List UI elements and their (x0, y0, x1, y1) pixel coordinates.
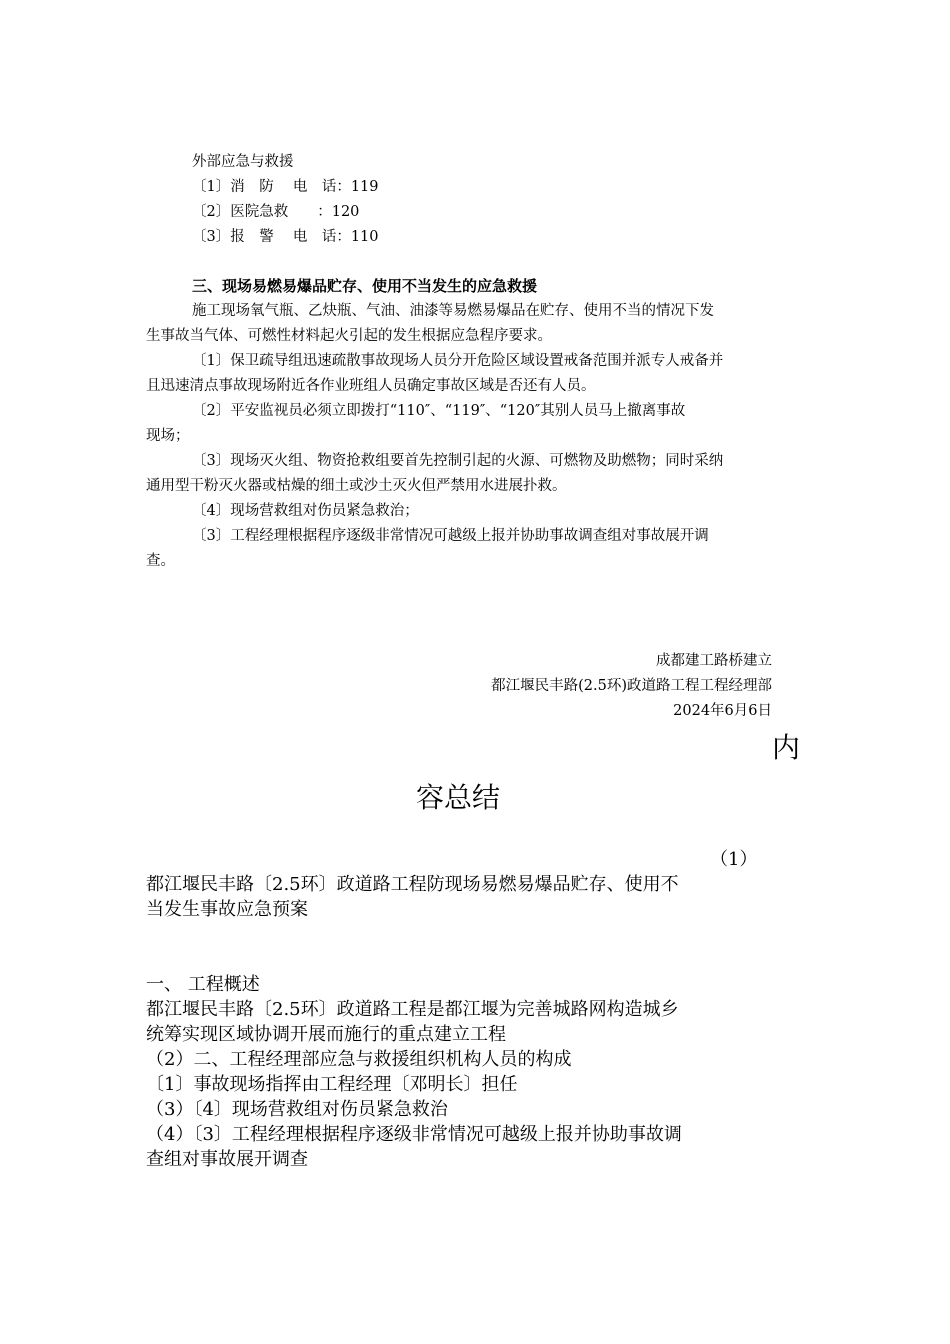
section3-intro-line1: 施工现场氧气瓶、乙炔瓶、气油、油漆等易燃易爆品在贮存、使用不当的情况下发 (192, 303, 714, 319)
summary-overview-heading: 一、 工程概述 (146, 974, 260, 995)
signature-date: 2024年6月6日 (673, 703, 772, 719)
external-item-fire: 〔1〕消 防 电 话：119 (192, 179, 379, 195)
section3-p5-line1: 〔3〕工程经理根据程序逐级非常情况可越级上报并协助事故调查组对事故展开调 (192, 528, 709, 544)
section3-p2-line2: 现场； (146, 428, 190, 444)
external-item-police: 〔3〕报 警 电 话：110 (192, 229, 379, 245)
external-title: 外部应急与救援 (192, 154, 294, 170)
section3-p2-line1: 〔2〕平安监视员必须立即拨打“110″、“119″、“120″其别人员马上撤离事故 (192, 403, 686, 419)
section3-p3-line1: 〔3〕现场灭火组、物资抢救组要首先控制引起的火源、可燃物及助燃物；同时采纳 (192, 453, 724, 469)
summary-item-2: （2）二、工程经理部应急与救援组织机构人员的构成 (146, 1049, 572, 1070)
section3-p1-line1: 〔1〕保卫疏导组迅速疏散事故现场人员分开危险区域设置戒备范围并派专人戒备并 (192, 353, 724, 369)
signature-org: 成都建工路桥建立 (656, 653, 772, 669)
section3-p3-line2: 通用型干粉灭火器或枯燥的细土或沙土灭火但严禁用水进展扑救。 (146, 478, 567, 494)
external-item-hospital: 〔2〕医院急救 ：120 (192, 204, 360, 220)
section3-p1-line2: 且迅速清点事故现场附近各作业班组人员确定事故区域是否还有人员。 (146, 378, 596, 394)
summary-item-2-sub: 〔1〕事故现场指挥由工程经理〔邓明长〕担任 (146, 1074, 518, 1095)
summary-doc-title-line1: 都江堰民丰路〔2.5环〕政道路工程防现场易燃易爆品贮存、使用不 (146, 874, 679, 895)
section3-p5-line2: 查。 (146, 553, 175, 569)
section3-p4: 〔4〕现场营救组对伤员紧急救治； (192, 503, 419, 519)
summary-marker-1: （1） (710, 849, 758, 870)
summary-doc-title-line2: 当发生事故应急预案 (146, 899, 308, 920)
section3-intro-line2: 生事故当气体、可燃性材料起火引起的发生根据应急程序要求。 (146, 328, 552, 344)
summary-overview-line2: 统筹实现区域协调开展而施行的重点建立工程 (146, 1024, 506, 1045)
summary-item-4-line2: 查组对事故展开调查 (146, 1149, 308, 1170)
section3-heading: 三、现场易燃易爆品贮存、使用不当发生的应急救援 (192, 277, 538, 295)
summary-title-part1: 内 (772, 731, 801, 764)
summary-item-4-line1: （4）〔3〕工程经理根据程序逐级非常情况可越级上报并协助事故调 (146, 1124, 682, 1145)
summary-item-3: （3）〔4〕现场营救组对伤员紧急救治 (146, 1099, 448, 1120)
summary-title-part2: 容总结 (416, 781, 501, 814)
signature-dept: 都江堰民丰路(2.5环)政道路工程工程经理部 (491, 678, 772, 694)
summary-overview-line1: 都江堰民丰路〔2.5环〕政道路工程是都江堰为完善城路网构造城乡 (146, 999, 679, 1020)
